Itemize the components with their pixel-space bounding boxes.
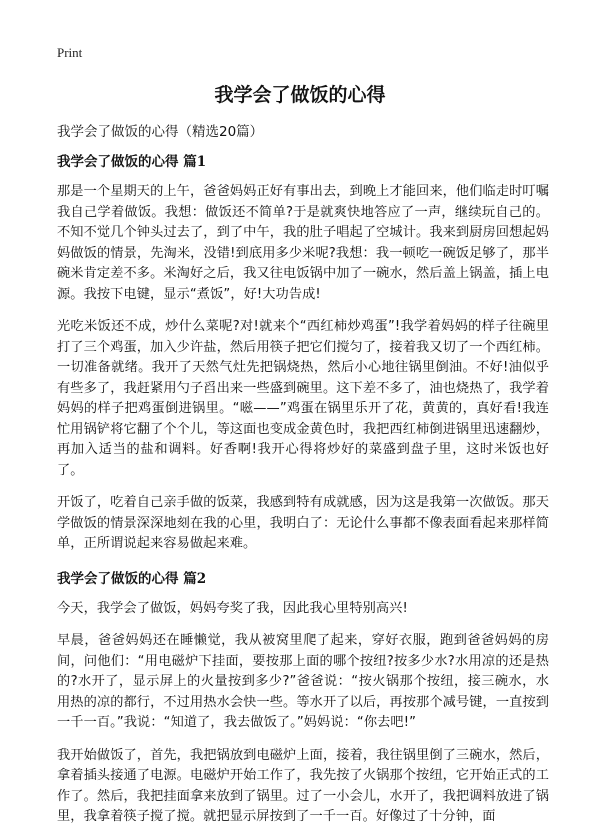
- paragraph: 今天，我学会了做饭，妈妈夸奖了我，因此我心里特别高兴!: [57, 600, 408, 616]
- section-2: [57, 567, 549, 828]
- print-link[interactable]: Print: [57, 45, 83, 60]
- article-body: [57, 150, 549, 840]
- paragraph: 早晨，爸爸妈妈还在睡懒觉，我从被窝里爬了起来，穿好衣服，跑到爸爸妈妈的房间，问他们：“用电磁炉下挂面，要按那上面的哪个按纽?按多少水?水用凉的还是热的?水开了，显示屏上的火量按到多少?”爸爸说：“按火锅那个按纽，接三碗水，水用热的凉的都行，不过用热水会快一些。等水开了以后，再按那个减号键，一直按到一千一百。”我说：“知道了，我去做饭了。”妈妈说：“你去吧!”: [57, 633, 549, 730]
- paragraph: 光吃米饭还不成，炒什么菜呢?对!就来个“西红柿炒鸡蛋”!我学着妈妈的样子往碗里打了三个鸡蛋，加入少许盐，然后用筷子把它们搅匀了，接着我又切了一个西红柿。一切准备就绪。我开了天然气灶先把锅烧热，然后小心地往锅里倒油。不好!油似乎有些多了，我赶紧用勺子舀出来一些盛到碗里。这下差不多了，油也烧热了，我学着妈妈的样子把鸡蛋倒进锅里。“嗞——”鸡蛋在锅里乐开了花，黄黄的，真好看!我连忙用锅铲将它翻了个个儿，等这面也变成金黄色时，我把西红柿倒进锅里迅速翻炒，再加入适当的盐和调料。好香啊!我开心得将炒好的菜盛到盘子里，这时米饭也好了。: [57, 319, 549, 478]
- paragraph: 那是一个星期天的上午，爸爸妈妈正好有事出去，到晚上才能回来，他们临走时叮嘱我自己学着做饭。我想：做饭还不简单?于是就爽快地答应了一声，继续玩自己的。不知不觉几个钟头过去了，到了中午，我的肚子唱起了空城计。我来到厨房回想起妈妈做饭的情景，先淘米，没错!到底用多少米呢?我想：我一顿吃一碗饭足够了，那半碗米肯定差不多。米淘好之后，我又往电饭锅中加了一碗水，然后盖上锅盖，插上电源。我按下电键，显示“煮饭”，好!大功告成!: [57, 184, 549, 302]
- section-heading: 我学会了做饭的心得 篇2: [57, 570, 207, 587]
- page-subtitle: 我学会了做饭的心得（精选20篇）: [57, 124, 264, 140]
- paragraph: 开饭了，吃着自己亲手做的饭菜，我感到特有成就感，因为这是我第一次做饭。那天学做饭的情景深深地刻在我的心里，我明白了：无论什么事都不像表面看起来那样简单，正所谓说起来容易做起来难。: [57, 495, 549, 551]
- section-1: [57, 150, 549, 555]
- section-heading: 我学会了做饭的心得 篇1: [57, 154, 207, 170]
- page-title: 我学会了做饭的心得: [214, 84, 386, 106]
- paragraph: 我开始做饭了，首先，我把锅放到电磁炉上面，接着，我往锅里倒了三碗水，然后，拿着插头接通了电源。电磁炉开始工作了，我先按了火锅那个按纽，它开始正式的工作了。然后，我把挂面拿来放到了锅里。过了一小会儿，水开了，我把调料放进了锅里，我拿着筷子搅了搅。就把显示屏按到了一千一百。好像过了十分钟，面: [57, 747, 549, 824]
